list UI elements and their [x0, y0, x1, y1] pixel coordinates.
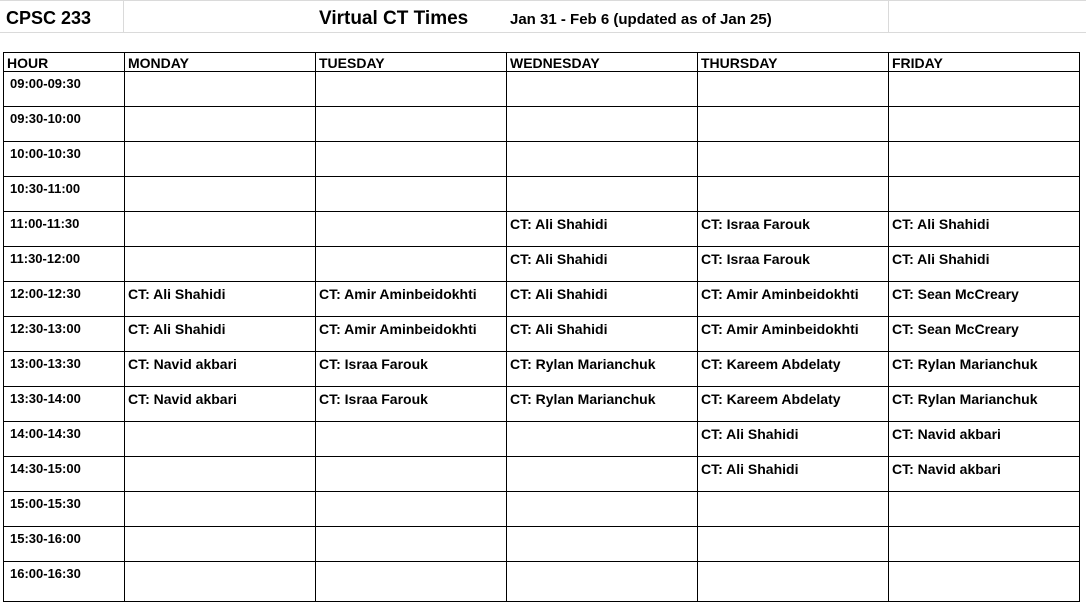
- time-slot-cell[interactable]: 11:30-12:00: [4, 247, 125, 282]
- table-row: [4, 72, 1080, 107]
- time-slot-cell[interactable]: 14:30-15:00: [4, 457, 125, 492]
- cell-tuesday[interactable]: [316, 422, 507, 457]
- cell-tuesday[interactable]: [316, 142, 507, 177]
- cell-friday[interactable]: [889, 72, 1080, 107]
- sheet-title[interactable]: Virtual CT Times: [319, 8, 469, 29]
- header-row: [4, 53, 1080, 72]
- cell-thursday[interactable]: CT: Kareem Abdelaty: [698, 352, 889, 387]
- cell-friday[interactable]: CT: Rylan Marianchuk: [889, 352, 1080, 387]
- column-header-hour[interactable]: HOUR: [4, 53, 125, 72]
- cell-thursday[interactable]: CT: Ali Shahidi: [698, 457, 889, 492]
- cell-wednesday[interactable]: CT: Ali Shahidi: [507, 212, 698, 247]
- table-row: [4, 387, 1080, 422]
- cell-monday[interactable]: [125, 142, 316, 177]
- cell-wednesday[interactable]: [507, 177, 698, 212]
- time-slot-cell[interactable]: 12:30-13:00: [4, 317, 125, 352]
- cell-monday[interactable]: [125, 527, 316, 562]
- cell-friday[interactable]: [889, 492, 1080, 527]
- cell-wednesday[interactable]: CT: Rylan Marianchuk: [507, 352, 698, 387]
- cell-friday[interactable]: [889, 562, 1080, 602]
- cell-monday[interactable]: [125, 177, 316, 212]
- cell-wednesday[interactable]: CT: Rylan Marianchuk: [507, 387, 698, 422]
- cell-tuesday[interactable]: [316, 562, 507, 602]
- cell-friday[interactable]: CT: Sean McCreary: [889, 282, 1080, 317]
- cell-tuesday[interactable]: [316, 177, 507, 212]
- cell-wednesday[interactable]: [507, 457, 698, 492]
- time-slot-cell[interactable]: 15:00-15:30: [4, 492, 125, 527]
- cell-wednesday[interactable]: [507, 527, 698, 562]
- time-slot-cell[interactable]: 10:00-10:30: [4, 142, 125, 177]
- cell-friday[interactable]: [889, 177, 1080, 212]
- cell-thursday[interactable]: CT: Amir Aminbeidokhti: [698, 317, 889, 352]
- cell-thursday[interactable]: [698, 527, 889, 562]
- cell-tuesday[interactable]: CT: Israa Farouk: [316, 352, 507, 387]
- cell-tuesday[interactable]: [316, 492, 507, 527]
- time-slot-cell[interactable]: 15:30-16:00: [4, 527, 125, 562]
- table-row: [4, 107, 1080, 142]
- time-slot-cell[interactable]: 12:00-12:30: [4, 282, 125, 317]
- time-slot-cell[interactable]: 16:00-16:30: [4, 562, 125, 602]
- column-header-friday[interactable]: FRIDAY: [889, 53, 1080, 72]
- cell-wednesday[interactable]: [507, 492, 698, 527]
- cell-monday[interactable]: CT: Ali Shahidi: [125, 282, 316, 317]
- cell-monday[interactable]: [125, 247, 316, 282]
- cell-friday[interactable]: CT: Ali Shahidi: [889, 212, 1080, 247]
- cell-friday[interactable]: CT: Ali Shahidi: [889, 247, 1080, 282]
- cell-monday[interactable]: [125, 457, 316, 492]
- header-gridline: [0, 0, 1086, 1]
- cell-friday[interactable]: CT: Navid akbari: [889, 457, 1080, 492]
- header-gridline: [123, 0, 124, 33]
- table-row: [4, 317, 1080, 352]
- cell-tuesday[interactable]: CT: Israa Farouk: [316, 387, 507, 422]
- table-row: [4, 247, 1080, 282]
- cell-tuesday[interactable]: [316, 527, 507, 562]
- cell-wednesday[interactable]: [507, 107, 698, 142]
- cell-monday[interactable]: CT: Navid akbari: [125, 352, 316, 387]
- time-slot-cell[interactable]: 09:30-10:00: [4, 107, 125, 142]
- cell-thursday[interactable]: CT: Kareem Abdelaty: [698, 387, 889, 422]
- cell-monday[interactable]: CT: Navid akbari: [125, 387, 316, 422]
- table-row: [4, 282, 1080, 317]
- cell-monday[interactable]: CT: Ali Shahidi: [125, 317, 316, 352]
- cell-thursday[interactable]: [698, 562, 889, 602]
- cell-friday[interactable]: [889, 527, 1080, 562]
- cell-thursday[interactable]: CT: Israa Farouk: [698, 212, 889, 247]
- cell-wednesday[interactable]: [507, 142, 698, 177]
- sheet-header: [0, 0, 1086, 33]
- cell-thursday[interactable]: [698, 72, 889, 107]
- time-slot-cell[interactable]: 11:00-11:30: [4, 212, 125, 247]
- cell-wednesday[interactable]: CT: Ali Shahidi: [507, 247, 698, 282]
- table-row: [4, 422, 1080, 457]
- cell-monday[interactable]: [125, 562, 316, 602]
- date-range[interactable]: Jan 31 - Feb 6 (updated as of Jan 25): [510, 11, 772, 28]
- cell-tuesday[interactable]: [316, 247, 507, 282]
- cell-wednesday[interactable]: [507, 72, 698, 107]
- column-header-monday[interactable]: MONDAY: [125, 53, 316, 72]
- time-slot-cell[interactable]: 09:00-09:30: [4, 72, 125, 107]
- cell-tuesday[interactable]: [316, 72, 507, 107]
- table-row: [4, 527, 1080, 562]
- cell-monday[interactable]: [125, 492, 316, 527]
- table-row: [4, 352, 1080, 387]
- cell-tuesday[interactable]: CT: Amir Aminbeidokhti: [316, 282, 507, 317]
- cell-wednesday[interactable]: [507, 422, 698, 457]
- cell-wednesday[interactable]: CT: Ali Shahidi: [507, 282, 698, 317]
- cell-wednesday[interactable]: CT: Ali Shahidi: [507, 317, 698, 352]
- column-header-tuesday[interactable]: TUESDAY: [316, 53, 507, 72]
- cell-thursday[interactable]: CT: Ali Shahidi: [698, 422, 889, 457]
- table-row: [4, 177, 1080, 212]
- cell-thursday[interactable]: CT: Amir Aminbeidokhti: [698, 282, 889, 317]
- cell-thursday[interactable]: [698, 492, 889, 527]
- time-slot-cell[interactable]: 10:30-11:00: [4, 177, 125, 212]
- cell-tuesday[interactable]: [316, 212, 507, 247]
- schedule-table: [3, 52, 1080, 602]
- cell-friday[interactable]: CT: Navid akbari: [889, 422, 1080, 457]
- header-gridline: [888, 0, 889, 33]
- cell-thursday[interactable]: [698, 177, 889, 212]
- cell-friday[interactable]: [889, 107, 1080, 142]
- time-slot-cell[interactable]: 13:00-13:30: [4, 352, 125, 387]
- time-slot-cell[interactable]: 13:30-14:00: [4, 387, 125, 422]
- table-row: [4, 562, 1080, 602]
- cell-tuesday[interactable]: [316, 457, 507, 492]
- cell-thursday[interactable]: [698, 107, 889, 142]
- column-header-thursday[interactable]: THURSDAY: [698, 53, 889, 72]
- cell-monday[interactable]: [125, 107, 316, 142]
- cell-monday[interactable]: [125, 422, 316, 457]
- cell-wednesday[interactable]: [507, 562, 698, 602]
- cell-thursday[interactable]: CT: Israa Farouk: [698, 247, 889, 282]
- cell-thursday[interactable]: [698, 142, 889, 177]
- cell-friday[interactable]: CT: Sean McCreary: [889, 317, 1080, 352]
- table-row: [4, 142, 1080, 177]
- cell-tuesday[interactable]: CT: Amir Aminbeidokhti: [316, 317, 507, 352]
- cell-monday[interactable]: [125, 72, 316, 107]
- table-row: [4, 212, 1080, 247]
- column-header-wednesday[interactable]: WEDNESDAY: [507, 53, 698, 72]
- table-row: [4, 457, 1080, 492]
- cell-monday[interactable]: [125, 212, 316, 247]
- cell-friday[interactable]: [889, 142, 1080, 177]
- time-slot-cell[interactable]: 14:00-14:30: [4, 422, 125, 457]
- header-gridline: [0, 32, 1086, 33]
- cell-friday[interactable]: CT: Rylan Marianchuk: [889, 387, 1080, 422]
- course-code[interactable]: CPSC 233: [6, 8, 92, 28]
- cell-tuesday[interactable]: [316, 107, 507, 142]
- table-row: [4, 492, 1080, 527]
